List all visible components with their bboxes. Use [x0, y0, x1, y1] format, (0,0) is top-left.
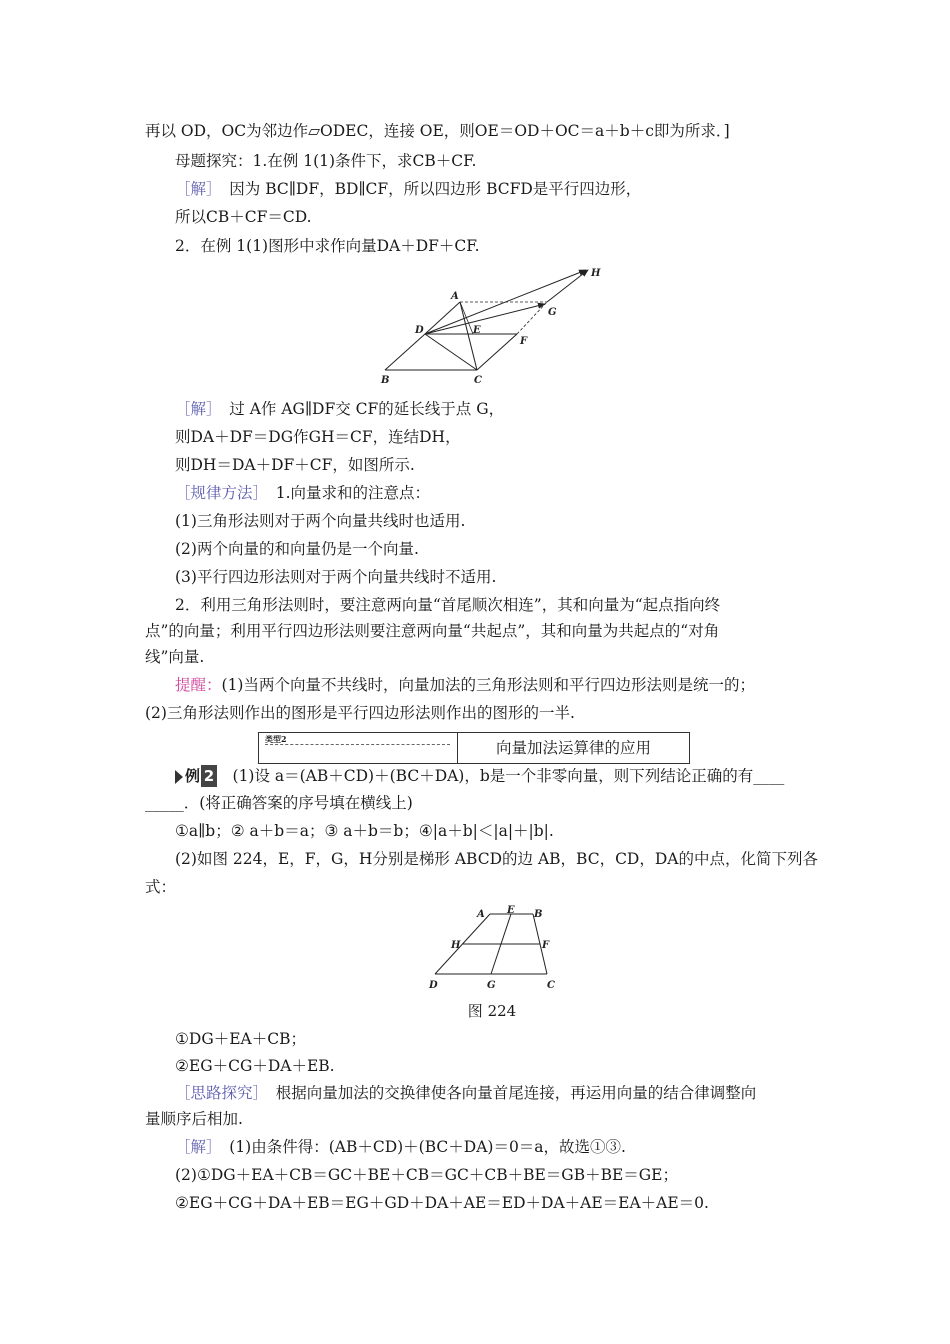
- solution-tag: ［解］: [175, 180, 214, 198]
- text-line: 提醒：(1)当两个向量不共线时，向量加法的三角形法则和平行四边形法则是统一的；: [175, 676, 755, 694]
- figure-trapezoid: [425, 902, 560, 994]
- point-label: F: [520, 336, 528, 347]
- point-label: F: [542, 940, 550, 951]
- text-line: (3)平行四边形法则对于两个向量共线时不适用.: [175, 568, 497, 586]
- point-label: G: [548, 307, 557, 318]
- point-label: A: [477, 909, 485, 920]
- type-label-cell: [259, 733, 458, 763]
- solution-tag: ［解］: [175, 1138, 214, 1156]
- example-badge: 例 2: [175, 765, 217, 787]
- text-line: 则DH＝DA＋DF＋CF，如图所示.: [175, 456, 415, 474]
- text-line: 线”向量.: [145, 648, 205, 666]
- text-line: (2)三角形法则作出的图形是平行四边形法则作出的图形的一半.: [145, 704, 575, 722]
- text-line: 再以 OD，OC为邻边作▱ODEC，连接 OE，则OE＝OD＋OC＝a＋b＋c即为所求．]: [145, 122, 730, 140]
- text-line: ①a∥b；② a＋b＝a；③ a＋b＝b；④|a＋b|＜|a|＋|b|.: [175, 822, 554, 840]
- text-line: 式：: [145, 878, 177, 896]
- text-line: ［解］ 过 A作 AG∥DF交 CF的延长线于点 G，: [175, 400, 505, 418]
- idea-tag: ［思路探究］: [175, 1084, 261, 1102]
- figure-parallelogram: [375, 262, 605, 392]
- text-line: ①DG＋EA＋CB；: [175, 1030, 306, 1048]
- text-line: (1)三角形法则对于两个向量共线时也适用.: [175, 512, 466, 530]
- text-line: 量顺序后相加.: [145, 1110, 243, 1128]
- point-label: H: [451, 940, 461, 951]
- type-title: 向量加法运算律的应用: [495, 739, 651, 757]
- text-line: ②EG＋CG＋DA＋EB＝EG＋GD＋DA＋AE＝ED＋DA＋AE＝EA＋AE＝0.: [175, 1194, 709, 1212]
- text-line: 母题探究：1.在例 1(1)条件下，求CB＋CF.: [175, 152, 477, 170]
- text-line: 点”的向量；利用平行四边形法则要注意两向量“共起点”，其和向量为共起点的“对角: [145, 622, 720, 640]
- text-line: (2)两个向量的和向量仍是一个向量.: [175, 540, 419, 558]
- text-line: 则DA＋DF＝DG作GH＝CF，连结DH，: [175, 428, 461, 446]
- text-line: 例 2 (1)设 a＝(AB＋CD)＋(BC＋DA)，b是一个非零向量，则下列结论正确的有____: [175, 765, 840, 787]
- text-line: (2)如图 224，E，F，G，H分别是梯形 ABCD的边 AB，BC，CD，DA的中点，化简下列各: [175, 850, 818, 868]
- figure-caption: 图 224: [467, 1002, 517, 1020]
- text-line: 2．在例 1(1)图形中求作向量DA＋DF＋CF.: [175, 237, 480, 255]
- text-line: 2．利用三角形法则时，要注意两向量“首尾顺次相连”，其和向量为“起点指向终: [175, 596, 721, 614]
- text-line: (2)①DG＋EA＋CB＝GC＋BE＋CB＝GC＋CB＋BE＝GB＋BE＝GE；: [175, 1166, 678, 1184]
- reminder-tag: 提醒：: [175, 676, 222, 694]
- arrow-icon: [175, 770, 183, 784]
- point-label: H: [591, 268, 601, 279]
- point-label: A: [451, 291, 459, 302]
- point-label: D: [415, 325, 424, 336]
- text-line: ［规律方法］ 1.向量求和的注意点：: [175, 484, 431, 502]
- point-label: G: [487, 980, 496, 991]
- type-label: 类型2: [265, 734, 450, 745]
- text-line: ［解］ (1)由条件得：(AB＋CD)＋(BC＋DA)＝0＝a，故选①③.: [175, 1138, 626, 1156]
- section-type-box: [258, 732, 690, 764]
- point-label: D: [429, 980, 438, 991]
- point-label: B: [534, 909, 543, 920]
- text-line: ［解］ 因为 BC∥DF，BD∥CF，所以四边形 BCFD是平行四边形，: [175, 180, 642, 198]
- point-label: C: [547, 980, 555, 991]
- text-line: 所以CB＋CF＝CD.: [175, 208, 312, 226]
- point-label: C: [474, 375, 482, 386]
- text-line: ②EG＋CG＋DA＋EB.: [175, 1057, 335, 1075]
- point-label: E: [473, 325, 481, 336]
- point-label: B: [381, 375, 390, 386]
- point-label: E: [507, 905, 515, 916]
- method-tag: ［规律方法］: [175, 484, 261, 502]
- solution-tag: ［解］: [175, 400, 214, 418]
- text-line: _____．(将正确答案的序号填在横线上): [145, 794, 413, 812]
- text-line: ［思路探究］ 根据向量加法的交换律使各向量首尾连接，再运用向量的结合律调整向: [175, 1084, 757, 1102]
